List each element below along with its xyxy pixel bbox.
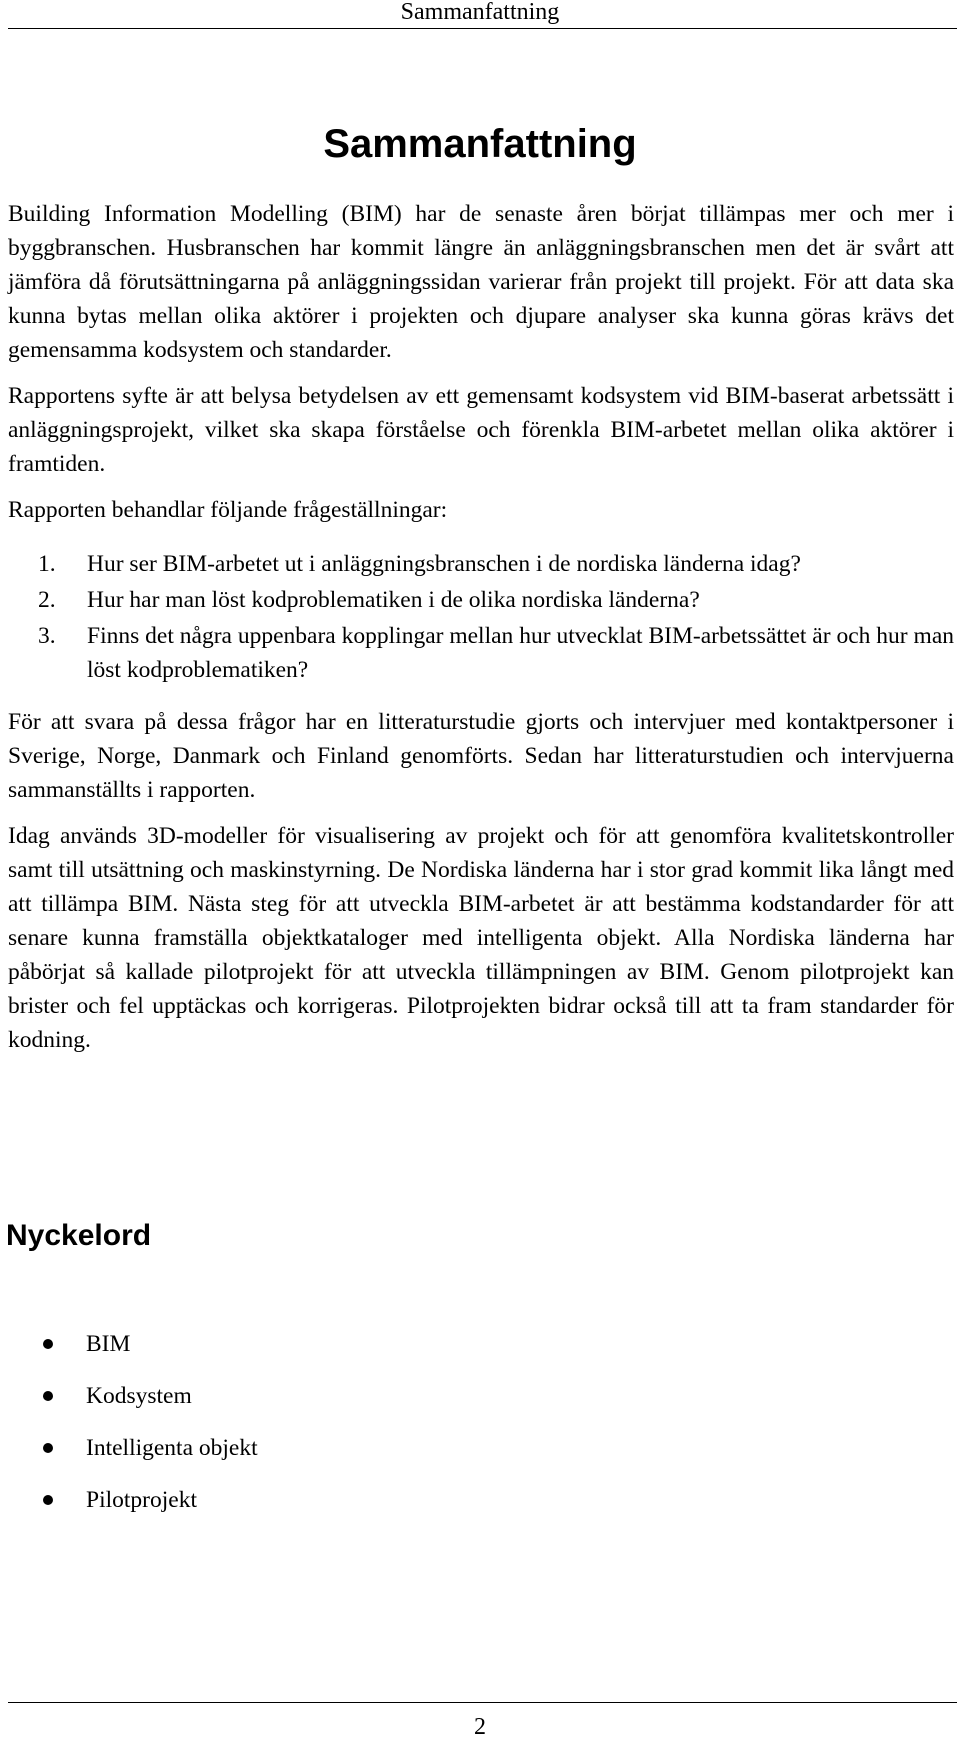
- page-title: Sammanfattning: [323, 122, 637, 166]
- paragraph-intro: Building Information Modelling (BIM) har de senaste åren börjat tillämpas mer och mer i byggbranschen. Husbranschen har kommit längre än anläggningsbranschen men det är svårt att jämföra då förutsättningarna på anläggningssidan varierar från projekt till projekt. För att data ska kunna bytas mellan olika aktörer i projekten och djupare analyser ska kunna göras krävs det gemensamma kodsystem och standarder.: [8, 201, 954, 363]
- keyword-item: [0, 1474, 600, 1526]
- question-number: 3.: [38, 623, 56, 649]
- running-header: Sammanfattning: [400, 0, 560, 25]
- question-list: [8, 547, 954, 687]
- question-number: 2.: [38, 587, 56, 613]
- keyword-item: [0, 1318, 600, 1370]
- keyword-label: Intelligenta objekt: [86, 1434, 258, 1461]
- paragraph-findings: Idag används 3D-modeller för visualisering av projekt och för att genomföra kvalitetskontroller samt till utsättning och maskinstyrning. De Nordiska länderna har i stor grad kommit lika långt med att tillämpa BIM. Nästa steg för att utveckla BIM-arbetet är att bestämma kodstandarder för att senare kunna framställa objektkataloger med intelligenta objekt. Alla Nordiska länderna har påbörjat så kallade pilotprojekt för att utveckla tillämpningen av BIM. Genom pilotprojekt kan brister och fel upptäckas och korrigeras. Pilotprojekten bidrar också till att ta fram standarder för kodning.: [8, 823, 954, 1053]
- bullet-icon: [0, 1386, 86, 1406]
- keywords-heading: Nyckelord: [6, 1219, 152, 1252]
- bullet-icon: [0, 1334, 86, 1354]
- question-item: [8, 583, 954, 617]
- question-text: Finns det några uppenbara kopplingar mellan hur utvecklat BIM-arbetssättet är och hur man löst kodproblematiken?: [87, 623, 954, 683]
- question-item: [8, 619, 954, 687]
- page-number: 2: [474, 1714, 486, 1740]
- keyword-label: BIM: [86, 1330, 131, 1357]
- footer-rule: [8, 1702, 957, 1703]
- paragraph-purpose: Rapportens syfte är att belysa betydelsen av ett gemensamt kodsystem vid BIM-baserat arbetssätt i anläggningsprojekt, vilket ska skapa förståelse och förenkla BIM-arbetet mellan olika aktörer i framtiden.: [8, 383, 954, 477]
- bullet-icon: [0, 1438, 86, 1458]
- paragraph-questions-intro: Rapporten behandlar följande frågeställningar:: [8, 497, 448, 523]
- question-item: [8, 547, 954, 581]
- paragraph-method: För att svara på dessa frågor har en litteraturstudie gjorts och intervjuer med kontaktpersoner i Sverige, Norge, Danmark och Finland genomförts. Sedan har litteraturstudien och intervjuerna sammanställts i rapporten.: [8, 709, 954, 803]
- keywords-list: [0, 1318, 600, 1526]
- question-text: Hur har man löst kodproblematiken i de olika nordiska länderna?: [87, 587, 700, 613]
- keyword-item: [0, 1370, 600, 1422]
- summary-body: [8, 197, 954, 1069]
- keyword-item: [0, 1422, 600, 1474]
- question-text: Hur ser BIM-arbetet ut i anläggningsbranschen i de nordiska länderna idag?: [87, 551, 801, 577]
- keyword-label: Kodsystem: [86, 1382, 192, 1409]
- bullet-icon: [0, 1490, 86, 1510]
- question-number: 1.: [38, 551, 56, 577]
- keyword-label: Pilotprojekt: [86, 1486, 197, 1513]
- header-rule: [8, 28, 957, 29]
